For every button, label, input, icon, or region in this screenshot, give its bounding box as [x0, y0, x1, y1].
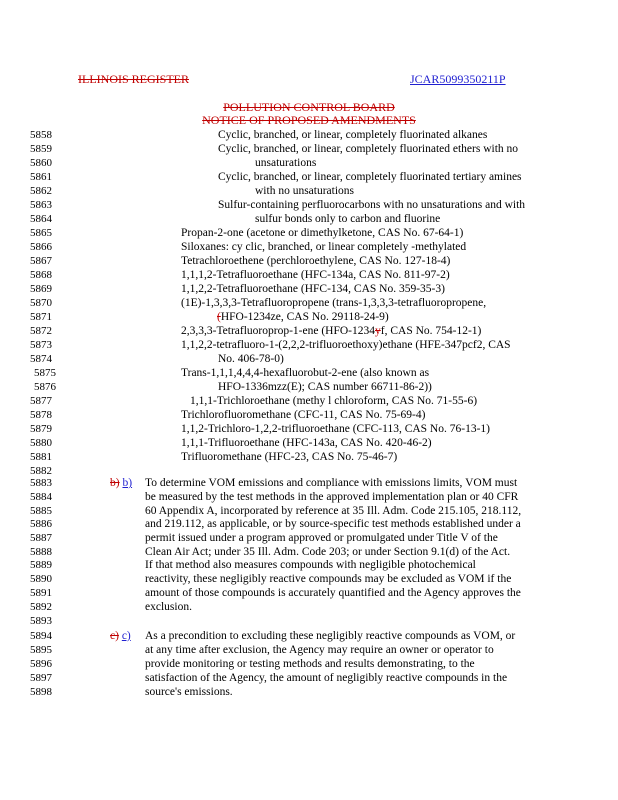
list-item: sulfur bonds only to carbon and fluorine [255, 213, 441, 225]
line-number: 5871 [30, 311, 52, 323]
line-number: 5864 [30, 213, 52, 225]
line-number: 5888 [30, 546, 52, 558]
line-number: 5877 [30, 395, 52, 407]
list-item: unsaturations [255, 157, 317, 169]
list-item: Propan-2-one (acetone or dimethylketone, CAS No. 67-64-1) [181, 227, 464, 239]
list-item: Tetrachloroethene (perchloroethylene, CAS No. 127-18-4) [181, 255, 451, 267]
line-number: 5879 [30, 423, 52, 435]
line-number: 5886 [30, 518, 52, 530]
paragraph-line: at any time after exclusion, the Agency may require an owner or operator to [145, 644, 494, 656]
line-number: 5860 [30, 157, 52, 169]
line-number: 5874 [30, 353, 52, 365]
inserted-marker: c) [121, 630, 131, 642]
subsection-b-marker [110, 477, 132, 490]
list-item: Cyclic, branched, or linear, completely fluorinated ethers with no [218, 143, 519, 155]
line-number: 5865 [30, 227, 52, 239]
list-item: 1,1,1-Trichloroethane (methy l chloroform, CAS No. 71-55-6) [190, 395, 478, 407]
line-number: 5897 [30, 672, 52, 684]
line-number: 5890 [30, 573, 52, 585]
list-item-text: f, CAS No. 754-12-1) [380, 325, 482, 337]
line-number: 5868 [30, 269, 52, 281]
line-number: 5881 [30, 451, 52, 463]
line-number: 5859 [30, 143, 52, 155]
paragraph-line: 60 Appendix A, incorporated by reference at 35 Ill. Adm. Code 215.105, 218.112, [145, 505, 522, 517]
jcar-code: JCAR5099350211P [410, 72, 506, 86]
deleted-marker: c) [110, 630, 119, 642]
paragraph-line: exclusion. [145, 601, 192, 613]
line-number: 5858 [30, 129, 52, 141]
line-number: 5898 [30, 686, 52, 698]
deleted-text: y [375, 325, 381, 337]
register-title: ILLINOIS REGISTER [78, 72, 189, 86]
notice-title: NOTICE OF PROPOSED AMENDMENTS [202, 113, 416, 127]
list-item: 1,1,2-Trichloro-1,2,2-trifluoroethane (CFC-113, CAS No. 76-13-1) [181, 423, 490, 435]
paragraph-line: If that method also measures compounds with negligible photochemical [145, 559, 476, 571]
list-item: HFO-1336mzz(E); CAS number 66711-86-2)) [218, 381, 432, 393]
line-number: 5873 [30, 339, 52, 351]
line-number: 5870 [30, 297, 52, 309]
line-number: 5896 [30, 658, 52, 670]
list-item: 1,1,2,2-Tetrafluoroethane (HFC-134, CAS No. 359-35-3) [181, 283, 445, 295]
paragraph-line: provide monitoring or testing methods and results demonstrating, to the [145, 658, 475, 670]
line-number: 5894 [30, 630, 52, 642]
list-item-text: HFO-1234ze, CAS No. 29118-24-9) [220, 311, 389, 323]
line-number: 5893 [30, 615, 52, 627]
paragraph-line: satisfaction of the Agency, the amount of negligibly reactive compounds in the [145, 672, 508, 684]
paragraph-line: To determine VOM emissions and compliance with emissions limits, VOM must [145, 477, 518, 489]
paragraph-line: be measured by the test methods in the approved implementation plan or 40 CFR [145, 491, 519, 503]
list-item: Sulfur-containing perfluorocarbons with no unsaturations and with [218, 199, 526, 211]
line-number: 5869 [30, 283, 52, 295]
line-number: 5880 [30, 437, 52, 449]
line-number: 5885 [30, 505, 52, 517]
paragraph-line: amount of those compounds is accurately quantified and the Agency approves the [145, 587, 521, 599]
list-item: (1E)-1,3,3,3-Tetrafluoropropene (trans-1,3,3,3-tetrafluoropropene, [181, 297, 487, 309]
list-item: No. 406-78-0) [218, 353, 284, 365]
list-item: 1,1,1-Trifluoroethane (HFC-143a, CAS No. 420-46-2) [181, 437, 432, 449]
list-item: Cyclic, branched, or linear, completely fluorinated tertiary amines [218, 171, 522, 183]
paragraph-line: Clean Air Act; under 35 Ill. Adm. Code 203; or under Section 9.1(d) of the Act. [145, 546, 511, 558]
deleted-text: ( [217, 311, 221, 323]
board-name: POLLUTION CONTROL BOARD [223, 100, 395, 114]
subsection-c-marker [110, 630, 131, 643]
paragraph-line: and 219.112, as applicable, or by source-specific test methods established under a [145, 518, 521, 530]
list-item: Cyclic, branched, or linear, completely fluorinated alkanes [218, 129, 488, 141]
line-number: 5861 [30, 171, 52, 183]
inserted-marker: b) [122, 477, 133, 489]
paragraph-line: reactivity, these negligibly reactive compounds may be excluded as VOM if the [145, 573, 512, 585]
paragraph-line: As a precondition to excluding these negligibly reactive compounds as VOM, or [145, 630, 516, 642]
list-item: Trichlorofluoromethane (CFC-11, CAS No. 75-69-4) [181, 409, 426, 421]
list-item [217, 311, 389, 324]
line-number: 5891 [30, 587, 52, 599]
list-item: 1,1,1,2-Tetrafluoroethane (HFC-134a, CAS No. 811-97-2) [181, 269, 450, 281]
paragraph-line: permit issued under a program approved or promulgated under Title V of the [145, 532, 498, 544]
line-number: 5884 [30, 491, 52, 503]
list-item: Trifluoromethane (HFC-23, CAS No. 75-46-7) [181, 451, 398, 463]
line-number: 5876 [34, 381, 56, 393]
list-item: Siloxanes: cy clic, branched, or linear completely -methylated [181, 241, 467, 253]
deleted-marker: b) [110, 477, 120, 489]
line-number: 5892 [30, 601, 52, 613]
line-number: 5887 [30, 532, 52, 544]
line-number: 5883 [30, 477, 52, 489]
line-number: 5895 [30, 644, 52, 656]
line-number: 5867 [30, 255, 52, 267]
list-item: 1,1,2,2-tetrafluoro-1-(2,2,2-trifluoroethoxy)ethane (HFE-347pcf2, CAS [181, 339, 511, 351]
line-number: 5863 [30, 199, 52, 211]
line-number: 5889 [30, 559, 52, 571]
list-item [181, 325, 481, 338]
line-number: 5875 [34, 367, 56, 379]
line-number: 5866 [30, 241, 52, 253]
line-number: 5882 [30, 465, 52, 477]
list-item: with no unsaturations [255, 185, 355, 197]
paragraph-line: source's emissions. [145, 686, 233, 698]
line-number: 5862 [30, 185, 52, 197]
line-number: 5872 [30, 325, 52, 337]
line-number: 5878 [30, 409, 52, 421]
list-item: Trans-1,1,1,4,4,4-hexafluorobut-2-ene (also known as [181, 367, 430, 379]
list-item-text: 2,3,3,3-Tetrafluoroprop-1-ene (HFO-1234 [181, 325, 376, 337]
